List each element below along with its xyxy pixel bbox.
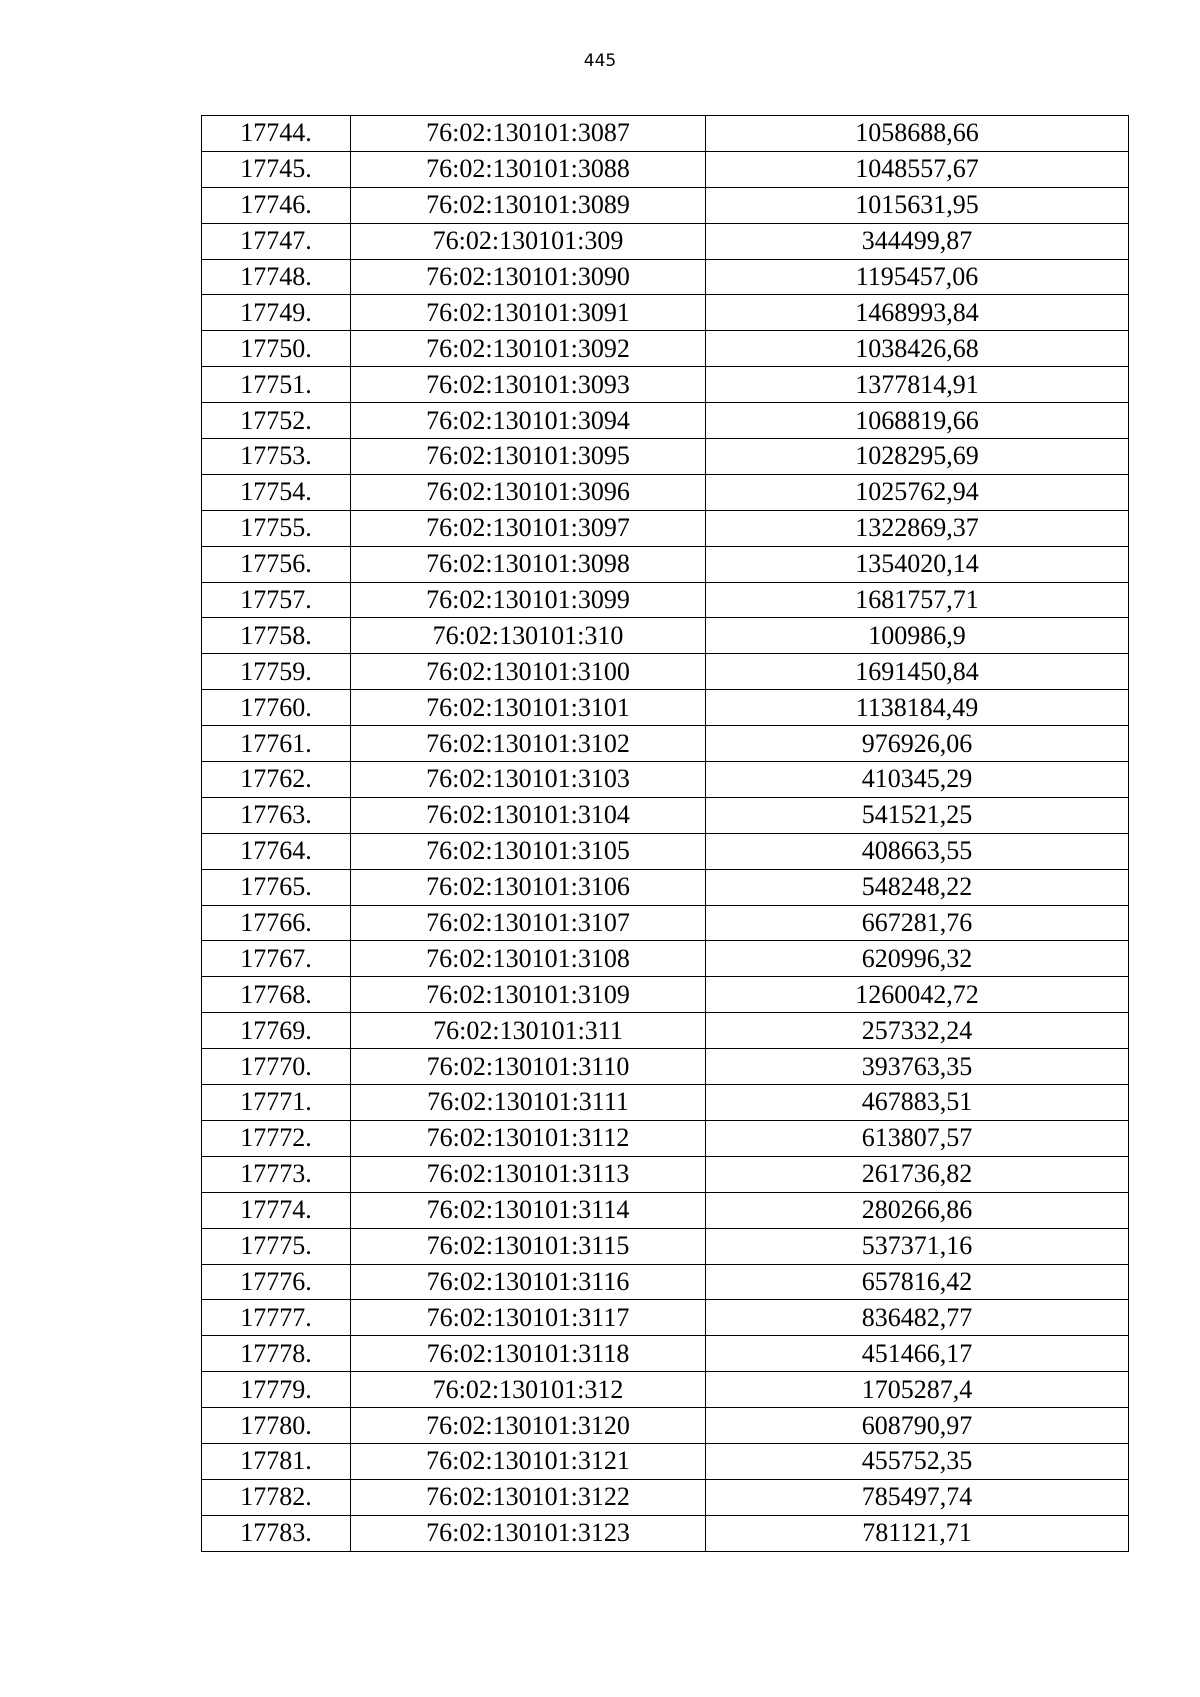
cadastral-value-cell: 257332,24: [706, 1013, 1129, 1049]
cadastral-number-cell: 76:02:130101:3093: [351, 367, 706, 403]
cadastral-number-cell: 76:02:130101:3090: [351, 259, 706, 295]
cadastral-number-cell: 76:02:130101:3116: [351, 1264, 706, 1300]
row-number-cell: 17767.: [202, 941, 351, 977]
cadastral-value-cell: 1138184,49: [706, 690, 1129, 726]
cadastral-value-cell: 620996,32: [706, 941, 1129, 977]
cadastral-number-cell: 76:02:130101:3094: [351, 403, 706, 439]
row-number-cell: 17747.: [202, 223, 351, 259]
table-row: [202, 1479, 1129, 1515]
cadastral-number-cell: 76:02:130101:3118: [351, 1336, 706, 1372]
cadastral-number-cell: 76:02:130101:3098: [351, 546, 706, 582]
cadastral-number-cell: 76:02:130101:3120: [351, 1408, 706, 1444]
cadastral-number-cell: 76:02:130101:3088: [351, 151, 706, 187]
row-number-cell: 17751.: [202, 367, 351, 403]
cadastral-value-cell: 657816,42: [706, 1264, 1129, 1300]
row-number-cell: 17772.: [202, 1120, 351, 1156]
cadastral-number-cell: 76:02:130101:3107: [351, 905, 706, 941]
cadastral-value-cell: 1058688,66: [706, 116, 1129, 152]
cadastral-number-cell: 76:02:130101:311: [351, 1013, 706, 1049]
cadastral-value-cell: 410345,29: [706, 762, 1129, 798]
cadastral-number-cell: 76:02:130101:3087: [351, 116, 706, 152]
cadastral-value-cell: 1377814,91: [706, 367, 1129, 403]
table-row: [202, 546, 1129, 582]
cadastral-value-cell: 1195457,06: [706, 259, 1129, 295]
table-row: [202, 1408, 1129, 1444]
table-row: [202, 1120, 1129, 1156]
cadastral-number-cell: 76:02:130101:3117: [351, 1300, 706, 1336]
table-row: [202, 510, 1129, 546]
row-number-cell: 17761.: [202, 726, 351, 762]
cadastral-number-cell: 76:02:130101:3089: [351, 187, 706, 223]
cadastral-value-cell: 455752,35: [706, 1443, 1129, 1479]
cadastral-value-cell: 1705287,4: [706, 1372, 1129, 1408]
cadastral-number-cell: 76:02:130101:3109: [351, 977, 706, 1013]
row-number-cell: 17778.: [202, 1336, 351, 1372]
cadastral-number-cell: 76:02:130101:3115: [351, 1228, 706, 1264]
table-row: [202, 151, 1129, 187]
table-row: [202, 1228, 1129, 1264]
table-body: [202, 116, 1129, 1552]
cadastral-number-cell: 76:02:130101:3099: [351, 582, 706, 618]
cadastral-value-cell: 1025762,94: [706, 474, 1129, 510]
row-number-cell: 17760.: [202, 690, 351, 726]
table-row: [202, 726, 1129, 762]
row-number-cell: 17757.: [202, 582, 351, 618]
row-number-cell: 17750.: [202, 331, 351, 367]
table-row: [202, 1085, 1129, 1121]
table-row: [202, 367, 1129, 403]
row-number-cell: 17780.: [202, 1408, 351, 1444]
row-number-cell: 17753.: [202, 439, 351, 475]
table-row: [202, 1336, 1129, 1372]
table-row: [202, 474, 1129, 510]
table-row: [202, 1372, 1129, 1408]
cadastral-number-cell: 76:02:130101:3102: [351, 726, 706, 762]
cadastral-number-cell: 76:02:130101:3112: [351, 1120, 706, 1156]
cadastral-value-cell: 1068819,66: [706, 403, 1129, 439]
cadastral-value-cell: 1354020,14: [706, 546, 1129, 582]
table-row: [202, 941, 1129, 977]
cadastral-number-cell: 76:02:130101:3113: [351, 1156, 706, 1192]
table-row: [202, 187, 1129, 223]
table-row: [202, 295, 1129, 331]
cadastral-value-cell: 667281,76: [706, 905, 1129, 941]
row-number-cell: 17781.: [202, 1443, 351, 1479]
cadastral-value-cell: 1260042,72: [706, 977, 1129, 1013]
table-row: [202, 1443, 1129, 1479]
table-row: [202, 582, 1129, 618]
cadastral-number-cell: 76:02:130101:3121: [351, 1443, 706, 1479]
cadastral-number-cell: 76:02:130101:3122: [351, 1479, 706, 1515]
cadastral-value-cell: 100986,9: [706, 618, 1129, 654]
cadastral-value-cell: 280266,86: [706, 1192, 1129, 1228]
table-row: [202, 905, 1129, 941]
cadastral-value-cell: 408663,55: [706, 833, 1129, 869]
table-row: [202, 259, 1129, 295]
cadastral-value-cell: 1038426,68: [706, 331, 1129, 367]
row-number-cell: 17752.: [202, 403, 351, 439]
row-number-cell: 17766.: [202, 905, 351, 941]
table-row: [202, 1515, 1129, 1551]
row-number-cell: 17777.: [202, 1300, 351, 1336]
table-row: [202, 833, 1129, 869]
row-number-cell: 17746.: [202, 187, 351, 223]
cadastral-value-cell: 467883,51: [706, 1085, 1129, 1121]
row-number-cell: 17759.: [202, 654, 351, 690]
row-number-cell: 17770.: [202, 1049, 351, 1085]
cadastral-value-table: [201, 115, 1129, 1552]
cadastral-value-cell: 451466,17: [706, 1336, 1129, 1372]
cadastral-value-cell: 393763,35: [706, 1049, 1129, 1085]
cadastral-value-cell: 1681757,71: [706, 582, 1129, 618]
table-row: [202, 618, 1129, 654]
cadastral-number-cell: 76:02:130101:3092: [351, 331, 706, 367]
cadastral-value-cell: 976926,06: [706, 726, 1129, 762]
table-row: [202, 1300, 1129, 1336]
row-number-cell: 17765.: [202, 869, 351, 905]
row-number-cell: 17769.: [202, 1013, 351, 1049]
table-row: [202, 797, 1129, 833]
cadastral-number-cell: 76:02:130101:3123: [351, 1515, 706, 1551]
cadastral-value-cell: 613807,57: [706, 1120, 1129, 1156]
row-number-cell: 17774.: [202, 1192, 351, 1228]
cadastral-value-cell: 1048557,67: [706, 151, 1129, 187]
row-number-cell: 17776.: [202, 1264, 351, 1300]
row-number-cell: 17745.: [202, 151, 351, 187]
row-number-cell: 17775.: [202, 1228, 351, 1264]
cadastral-value-cell: 608790,97: [706, 1408, 1129, 1444]
cadastral-number-cell: 76:02:130101:3101: [351, 690, 706, 726]
cadastral-number-cell: 76:02:130101:3106: [351, 869, 706, 905]
cadastral-number-cell: 76:02:130101:3100: [351, 654, 706, 690]
row-number-cell: 17748.: [202, 259, 351, 295]
table-row: [202, 690, 1129, 726]
row-number-cell: 17782.: [202, 1479, 351, 1515]
cadastral-number-cell: 76:02:130101:3105: [351, 833, 706, 869]
row-number-cell: 17771.: [202, 1085, 351, 1121]
row-number-cell: 17768.: [202, 977, 351, 1013]
cadastral-value-cell: 781121,71: [706, 1515, 1129, 1551]
table-row: [202, 977, 1129, 1013]
row-number-cell: 17754.: [202, 474, 351, 510]
row-number-cell: 17749.: [202, 295, 351, 331]
table-row: [202, 869, 1129, 905]
table-row: [202, 762, 1129, 798]
cadastral-value-cell: 1322869,37: [706, 510, 1129, 546]
table-row: [202, 654, 1129, 690]
row-number-cell: 17755.: [202, 510, 351, 546]
table-row: [202, 1013, 1129, 1049]
cadastral-value-cell: 344499,87: [706, 223, 1129, 259]
table-row: [202, 1264, 1129, 1300]
table-row: [202, 223, 1129, 259]
row-number-cell: 17783.: [202, 1515, 351, 1551]
cadastral-number-cell: 76:02:130101:312: [351, 1372, 706, 1408]
cadastral-number-cell: 76:02:130101:3091: [351, 295, 706, 331]
cadastral-number-cell: 76:02:130101:3111: [351, 1085, 706, 1121]
cadastral-number-cell: 76:02:130101:3108: [351, 941, 706, 977]
cadastral-value-cell: 541521,25: [706, 797, 1129, 833]
cadastral-value-cell: 1691450,84: [706, 654, 1129, 690]
table-row: [202, 439, 1129, 475]
table-row: [202, 1156, 1129, 1192]
cadastral-value-cell: 548248,22: [706, 869, 1129, 905]
page-number: 445: [583, 51, 617, 71]
table-row: [202, 1049, 1129, 1085]
row-number-cell: 17744.: [202, 116, 351, 152]
table-row: [202, 403, 1129, 439]
cadastral-value-cell: 537371,16: [706, 1228, 1129, 1264]
cadastral-number-cell: 76:02:130101:310: [351, 618, 706, 654]
row-number-cell: 17763.: [202, 797, 351, 833]
cadastral-number-cell: 76:02:130101:3104: [351, 797, 706, 833]
cadastral-number-cell: 76:02:130101:3096: [351, 474, 706, 510]
cadastral-number-cell: 76:02:130101:309: [351, 223, 706, 259]
row-number-cell: 17779.: [202, 1372, 351, 1408]
cadastral-value-cell: 1028295,69: [706, 439, 1129, 475]
cadastral-value-cell: 785497,74: [706, 1479, 1129, 1515]
cadastral-value-cell: 261736,82: [706, 1156, 1129, 1192]
cadastral-number-cell: 76:02:130101:3097: [351, 510, 706, 546]
cadastral-value-cell: 1015631,95: [706, 187, 1129, 223]
cadastral-number-cell: 76:02:130101:3095: [351, 439, 706, 475]
row-number-cell: 17762.: [202, 762, 351, 798]
cadastral-value-cell: 1468993,84: [706, 295, 1129, 331]
cadastral-number-cell: 76:02:130101:3110: [351, 1049, 706, 1085]
cadastral-value-cell: 836482,77: [706, 1300, 1129, 1336]
row-number-cell: 17764.: [202, 833, 351, 869]
table-row: [202, 116, 1129, 152]
cadastral-number-cell: 76:02:130101:3103: [351, 762, 706, 798]
row-number-cell: 17758.: [202, 618, 351, 654]
cadastral-number-cell: 76:02:130101:3114: [351, 1192, 706, 1228]
row-number-cell: 17756.: [202, 546, 351, 582]
table-row: [202, 331, 1129, 367]
row-number-cell: 17773.: [202, 1156, 351, 1192]
table-row: [202, 1192, 1129, 1228]
